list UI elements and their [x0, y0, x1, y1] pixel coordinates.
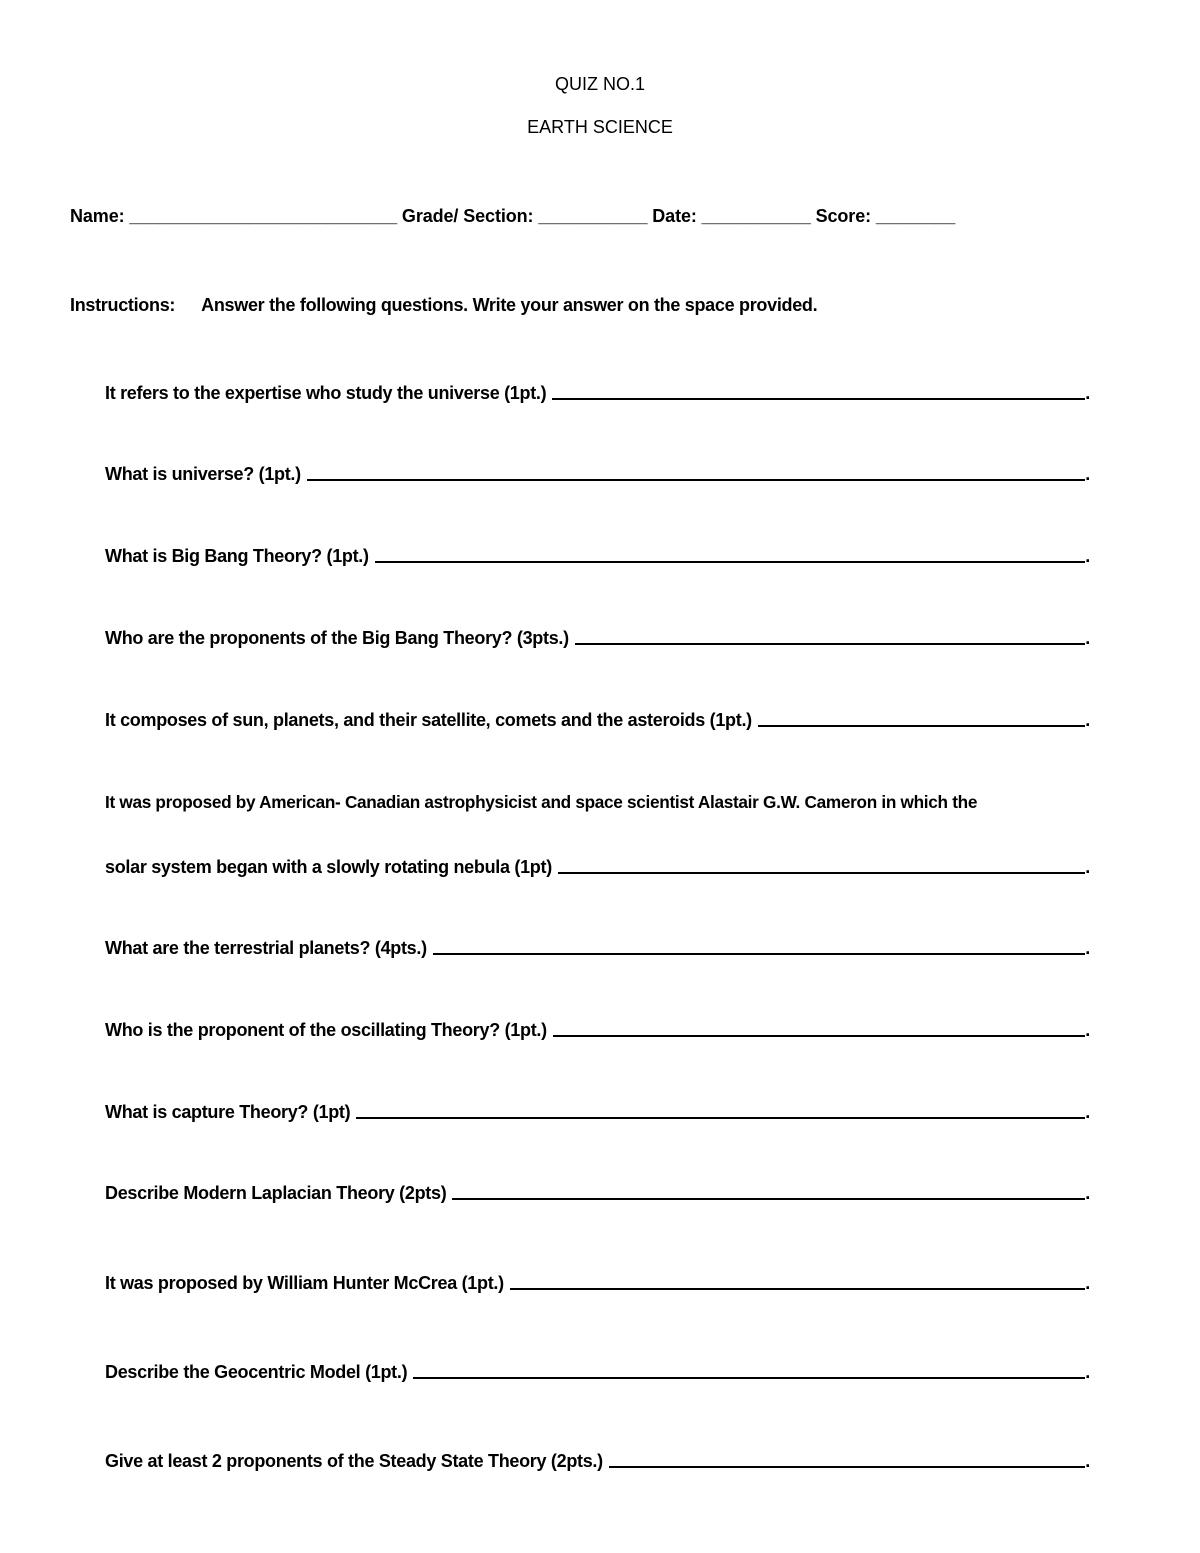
- quiz-title: QUIZ NO.1: [554, 74, 645, 94]
- question-text: It was proposed by William Hunter McCrea (1pt.): [105, 1273, 504, 1293]
- question-13: [105, 1451, 1090, 1472]
- answer-blank[interactable]: [375, 561, 1086, 563]
- answer-blank[interactable]: [413, 1377, 1085, 1379]
- answer-blank[interactable]: [510, 1288, 1085, 1290]
- answer-blank[interactable]: [433, 953, 1086, 955]
- answer-blank[interactable]: [452, 1198, 1085, 1200]
- question-8: [105, 1020, 1090, 1041]
- line-end: .: [1085, 1362, 1090, 1382]
- question-text: It refers to the expertise who study the universe (1pt.): [105, 383, 547, 403]
- subject-title: EARTH SCIENCE: [527, 117, 673, 137]
- question-text: Who are the proponents of the Big Bang Theory? (3pts.): [105, 628, 569, 648]
- line-end: .: [1085, 1273, 1090, 1293]
- question-text: solar system began with a slowly rotating nebula (1pt): [105, 857, 552, 877]
- answer-blank[interactable]: [575, 643, 1085, 645]
- question-5: [105, 710, 1090, 731]
- answer-blank[interactable]: [758, 725, 1085, 727]
- question-text: Describe Modern Laplacian Theory (2pts): [105, 1183, 447, 1203]
- answer-blank[interactable]: [552, 398, 1085, 400]
- line-end: .: [1085, 1020, 1090, 1040]
- question-text: What is Big Bang Theory? (1pt.): [105, 546, 369, 566]
- student-info-line: Name: ___________________________ Grade/ Section: ___________ Date: ___________ Score: ________: [70, 206, 956, 226]
- instructions: [70, 295, 1130, 316]
- line-end: .: [1085, 857, 1090, 877]
- question-text: Describe the Geocentric Model (1pt.): [105, 1362, 408, 1382]
- line-end: .: [1085, 546, 1090, 566]
- answer-blank[interactable]: [609, 1466, 1085, 1468]
- line-end: .: [1085, 464, 1090, 484]
- question-text: Give at least 2 proponents of the Steady State Theory (2pts.): [105, 1451, 603, 1471]
- question-6-line-1: It was proposed by American- Canadian astrophysicist and space scientist Alastair G.W. Cameron in which the: [105, 792, 978, 812]
- question-10: [105, 1183, 1090, 1204]
- question-11: [105, 1273, 1090, 1294]
- instructions-text: Answer the following questions. Write your answer on the space provided.: [201, 295, 818, 315]
- question-3: [105, 546, 1090, 567]
- question-text: Who is the proponent of the oscillating Theory? (1pt.): [105, 1020, 547, 1040]
- question-7: [105, 938, 1090, 959]
- question-4: [105, 628, 1090, 649]
- question-12: [105, 1362, 1090, 1383]
- question-9: [105, 1102, 1090, 1123]
- line-end: .: [1085, 1451, 1090, 1471]
- question-text: What are the terrestrial planets? (4pts.): [105, 938, 427, 958]
- instructions-label: Instructions:: [70, 295, 176, 315]
- answer-blank[interactable]: [553, 1035, 1086, 1037]
- line-end: .: [1085, 1102, 1090, 1122]
- answer-blank[interactable]: [307, 479, 1085, 481]
- line-end: .: [1085, 938, 1090, 958]
- answer-blank[interactable]: [356, 1117, 1085, 1119]
- answer-blank[interactable]: [558, 872, 1085, 874]
- question-6: [105, 857, 1090, 878]
- question-text: It composes of sun, planets, and their satellite, comets and the asteroids (1pt.): [105, 710, 752, 730]
- line-end: .: [1085, 628, 1090, 648]
- question-text: What is capture Theory? (1pt): [105, 1102, 351, 1122]
- line-end: .: [1085, 383, 1090, 403]
- line-end: .: [1085, 710, 1090, 730]
- question-1: [105, 383, 1090, 404]
- question-text: What is universe? (1pt.): [105, 464, 301, 484]
- line-end: .: [1085, 1183, 1090, 1203]
- question-2: [105, 464, 1090, 485]
